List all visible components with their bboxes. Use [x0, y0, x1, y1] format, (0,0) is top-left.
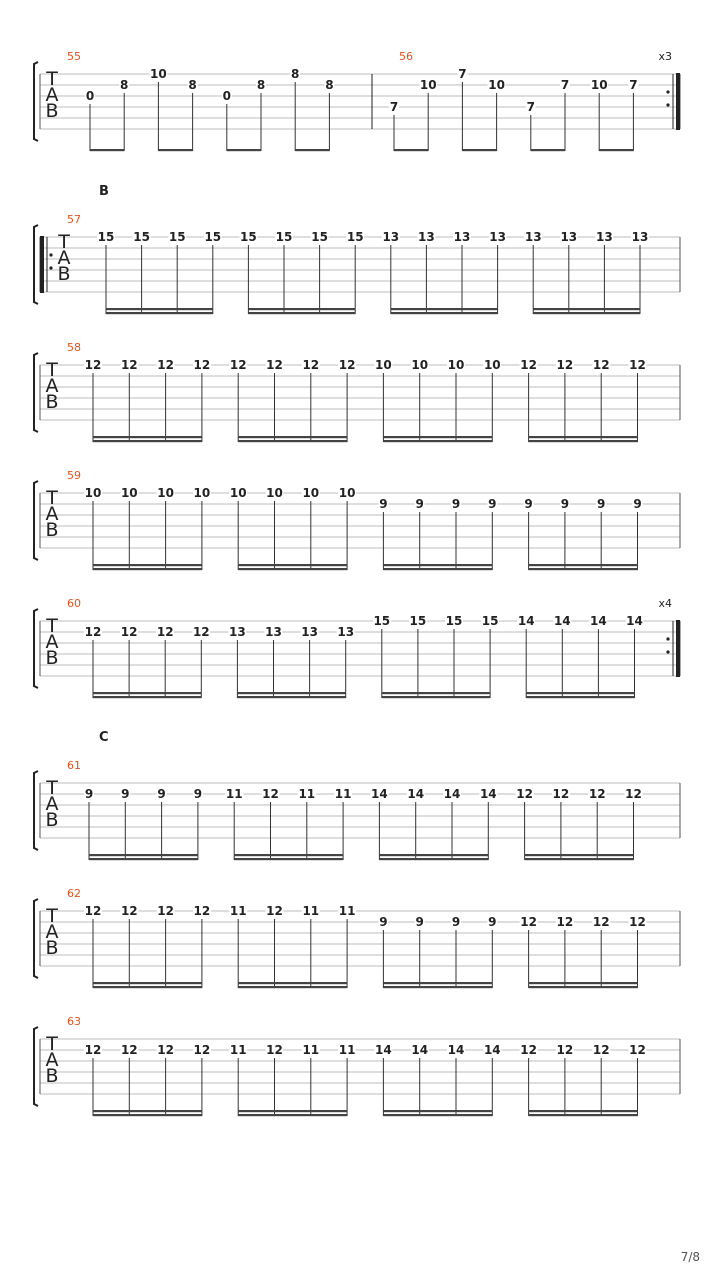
measure-number: 61 — [67, 759, 81, 772]
fret-number: 12 — [193, 358, 211, 372]
tab-clef-letter: B — [45, 519, 59, 541]
system-bracket — [34, 771, 38, 850]
fret-number: 14 — [447, 1043, 465, 1057]
fret-number: 11 — [302, 904, 320, 918]
fret-number: 15 — [168, 230, 186, 244]
measure-number: 57 — [67, 213, 81, 226]
repeat-dot — [666, 90, 669, 93]
tab-clef-letter: B — [45, 647, 59, 669]
fret-number: 10 — [229, 486, 247, 500]
fret-number: 10 — [120, 486, 138, 500]
fret-number: 0 — [85, 89, 95, 103]
fret-number: 14 — [590, 614, 607, 628]
fret-number: 12 — [588, 787, 606, 801]
beam — [238, 1114, 347, 1116]
beam — [382, 692, 490, 694]
beam — [394, 149, 428, 151]
fret-number: 11 — [338, 1043, 356, 1057]
fret-number: 10 — [150, 67, 167, 81]
fret-number: 12 — [556, 358, 574, 372]
repeat-count: x3 — [658, 50, 672, 63]
tab-clef-letter: T — [46, 905, 58, 927]
fret-number: 12 — [262, 787, 279, 801]
fret-number: 14 — [479, 787, 497, 801]
beam — [93, 1114, 202, 1116]
beam — [526, 696, 634, 698]
measure-number: 55 — [67, 50, 81, 63]
fret-number: 7 — [526, 100, 535, 114]
fret-number: 12 — [625, 787, 642, 801]
fret-number: 10 — [419, 78, 437, 92]
beam — [248, 312, 355, 314]
fret-number: 12 — [84, 358, 102, 372]
tab-clef-letter: B — [57, 263, 71, 285]
fret-number: 9 — [121, 787, 130, 801]
fret-number: 15 — [275, 230, 293, 244]
fret-number: 13 — [265, 625, 282, 639]
fret-number: 11 — [334, 787, 352, 801]
tab-clef-letter: T — [46, 1033, 58, 1055]
beam — [529, 986, 638, 988]
beam — [93, 982, 202, 984]
beam — [90, 149, 124, 151]
fret-number: 12 — [84, 625, 102, 639]
repeat-dot — [49, 253, 52, 256]
fret-number: 10 — [411, 358, 429, 372]
beam — [234, 858, 343, 860]
fret-number: 14 — [553, 614, 571, 628]
beam — [391, 312, 498, 314]
tab-clef-letter: T — [46, 68, 58, 90]
beam — [391, 308, 498, 310]
section-marker: B — [99, 184, 109, 199]
fret-number: 12 — [556, 1043, 574, 1057]
page-number-label: 7/8 — [680, 1250, 700, 1264]
tab-clef-letter: A — [45, 631, 59, 653]
fret-number: 11 — [298, 787, 316, 801]
tab-clef-letter: A — [45, 503, 59, 525]
fret-number: 7 — [560, 78, 570, 92]
beam — [158, 149, 192, 151]
beam — [529, 1110, 638, 1112]
beam — [383, 436, 492, 438]
fret-number: 15 — [346, 230, 364, 244]
fret-number: 14 — [483, 1043, 501, 1057]
tab-clef-letter: T — [46, 777, 58, 799]
fret-number: 12 — [120, 904, 138, 918]
measure-number: 63 — [67, 1015, 81, 1028]
fret-number: 9 — [451, 915, 461, 929]
tab-clef-letter: B — [45, 1065, 59, 1087]
fret-number: 13 — [337, 625, 355, 639]
fret-number: 7 — [458, 67, 467, 81]
beam — [383, 1114, 492, 1116]
beam — [238, 564, 347, 566]
tab-clef-letter: T — [46, 359, 58, 381]
fret-number: 10 — [375, 358, 392, 372]
fret-number: 12 — [516, 787, 533, 801]
tab-clef-letter: A — [45, 921, 59, 943]
fret-number: 12 — [629, 358, 646, 372]
tab-clef-letter: T — [58, 231, 70, 253]
fret-number: 12 — [157, 358, 174, 372]
fret-number: 15 — [445, 614, 463, 628]
fret-number: 14 — [411, 1043, 429, 1057]
fret-number: 14 — [443, 787, 461, 801]
measure-number: 58 — [67, 341, 81, 354]
fret-number: 12 — [592, 1043, 610, 1057]
beam — [93, 436, 202, 438]
fret-number: 10 — [266, 486, 283, 500]
fret-number: 12 — [120, 625, 138, 639]
fret-number: 12 — [266, 358, 283, 372]
fret-number: 15 — [204, 230, 222, 244]
fret-number: 11 — [229, 904, 247, 918]
beam — [383, 568, 492, 570]
fret-number: 15 — [133, 230, 150, 244]
fret-number: 12 — [84, 904, 102, 918]
beam — [531, 149, 565, 151]
system-bracket — [34, 1027, 38, 1106]
page-number — [640, 1250, 700, 1264]
fret-number: 13 — [524, 230, 542, 244]
fret-number: 10 — [447, 358, 465, 372]
repeat-dot — [49, 266, 52, 269]
beam — [462, 149, 496, 151]
measure-number: 62 — [67, 887, 81, 900]
fret-number: 13 — [418, 230, 435, 244]
system-bracket — [34, 481, 38, 560]
beam — [93, 692, 201, 694]
fret-number: 0 — [222, 89, 231, 103]
fret-number: 12 — [629, 915, 646, 929]
fret-number: 9 — [157, 787, 166, 801]
beam — [89, 854, 198, 856]
fret-number: 10 — [193, 486, 211, 500]
beam — [599, 149, 633, 151]
measure-number: 59 — [67, 469, 81, 482]
fret-number: 13 — [596, 230, 613, 244]
fret-number: 10 — [338, 486, 356, 500]
fret-number: 12 — [120, 1043, 138, 1057]
fret-number: 12 — [629, 1043, 646, 1057]
repeat-count: x4 — [658, 597, 672, 610]
fret-number: 8 — [120, 78, 129, 92]
fret-number: 9 — [524, 497, 533, 511]
beam — [238, 440, 347, 442]
fret-number: 12 — [556, 915, 574, 929]
fret-number: 12 — [338, 358, 356, 372]
fret-number: 9 — [488, 497, 497, 511]
fret-number: 8 — [256, 78, 266, 92]
fret-number: 12 — [520, 915, 537, 929]
fret-number: 11 — [302, 1043, 320, 1057]
fret-number: 12 — [266, 1043, 283, 1057]
fret-number: 11 — [225, 787, 243, 801]
fret-number: 12 — [157, 1043, 174, 1057]
fret-number: 15 — [311, 230, 328, 244]
fret-number: 10 — [483, 358, 501, 372]
fret-number: 9 — [560, 497, 570, 511]
beam — [227, 149, 261, 151]
fret-number: 10 — [84, 486, 102, 500]
beam — [533, 312, 640, 314]
beam — [93, 1110, 202, 1112]
beam — [106, 312, 213, 314]
fret-number: 14 — [407, 787, 425, 801]
tab-clef-letter: A — [45, 375, 59, 397]
fret-number: 8 — [188, 78, 197, 92]
measure-number: 56 — [399, 50, 413, 63]
fret-number: 12 — [592, 915, 610, 929]
tab-clef-letter: T — [46, 487, 58, 509]
fret-number: 12 — [266, 904, 283, 918]
fret-number: 9 — [84, 787, 94, 801]
system-bracket — [34, 225, 38, 304]
fret-number: 15 — [240, 230, 257, 244]
beam — [238, 986, 347, 988]
beam — [237, 692, 345, 694]
system-bracket — [34, 62, 38, 141]
fret-number: 12 — [84, 1043, 102, 1057]
tab-clef-letter: T — [46, 615, 58, 637]
fret-number: 12 — [192, 625, 210, 639]
fret-number: 12 — [157, 904, 174, 918]
fret-number: 12 — [229, 358, 247, 372]
fret-number: 15 — [373, 614, 391, 628]
fret-number: 10 — [157, 486, 174, 500]
fret-number: 12 — [302, 358, 320, 372]
system-bracket — [34, 609, 38, 688]
beam — [379, 858, 488, 860]
fret-number: 14 — [626, 614, 643, 628]
repeat-end-thick-bar — [676, 73, 680, 130]
beam — [238, 1110, 347, 1112]
fret-number: 15 — [409, 614, 427, 628]
tab-clef-letter: B — [45, 100, 59, 122]
repeat-dot — [666, 103, 669, 106]
repeat-dot — [666, 650, 669, 653]
beam — [238, 568, 347, 570]
beam — [525, 854, 634, 856]
fret-number: 9 — [451, 497, 461, 511]
beam — [526, 692, 634, 694]
measure-number: 60 — [67, 597, 81, 610]
fret-number: 14 — [371, 787, 388, 801]
fret-number: 14 — [375, 1043, 392, 1057]
fret-number: 12 — [520, 1043, 537, 1057]
fret-number: 7 — [389, 100, 399, 114]
beam — [93, 696, 201, 698]
fret-number: 10 — [302, 486, 320, 500]
fret-number: 9 — [488, 915, 497, 929]
tab-clef-letter: A — [45, 793, 59, 815]
fret-number: 15 — [481, 614, 499, 628]
beam — [234, 854, 343, 856]
fret-number: 11 — [229, 1043, 247, 1057]
beam — [525, 858, 634, 860]
fret-number: 15 — [97, 230, 115, 244]
fret-number: 13 — [301, 625, 318, 639]
fret-number: 8 — [291, 67, 300, 81]
fret-number: 8 — [325, 78, 334, 92]
fret-number: 12 — [193, 1043, 211, 1057]
beam — [238, 982, 347, 984]
fret-number: 12 — [520, 358, 537, 372]
fret-number: 12 — [592, 358, 610, 372]
beam — [529, 1114, 638, 1116]
beam — [248, 308, 355, 310]
fret-number: 10 — [590, 78, 608, 92]
beam — [106, 308, 213, 310]
repeat-dot — [666, 637, 669, 640]
repeat-end-thick-bar — [676, 620, 680, 677]
fret-number: 13 — [382, 230, 400, 244]
tab-clef-letter: A — [45, 1049, 59, 1071]
fret-number: 13 — [453, 230, 471, 244]
fret-number: 14 — [517, 614, 535, 628]
tab-clef-letter: A — [57, 247, 71, 269]
beam — [383, 982, 492, 984]
beam — [383, 986, 492, 988]
beam — [533, 308, 640, 310]
beam — [93, 440, 202, 442]
fret-number: 9 — [379, 497, 388, 511]
beam — [383, 1110, 492, 1112]
fret-number: 13 — [489, 230, 506, 244]
beam — [238, 436, 347, 438]
fret-number: 12 — [552, 787, 570, 801]
beam — [93, 564, 202, 566]
fret-number: 9 — [379, 915, 388, 929]
beam — [529, 440, 638, 442]
fret-number: 9 — [597, 497, 606, 511]
fret-number: 9 — [415, 497, 424, 511]
fret-number: 11 — [338, 904, 356, 918]
tab-clef-letter: B — [45, 937, 59, 959]
tab-clef-letter: A — [45, 84, 59, 106]
beam — [383, 564, 492, 566]
fret-number: 9 — [415, 915, 424, 929]
repeat-start-thick-bar — [40, 236, 44, 293]
beam — [382, 696, 490, 698]
beam — [383, 440, 492, 442]
tab-clef-letter: B — [45, 809, 59, 831]
beam — [295, 149, 329, 151]
beam — [379, 854, 488, 856]
fret-number: 7 — [629, 78, 638, 92]
fret-number: 10 — [488, 78, 505, 92]
beam — [529, 436, 638, 438]
fret-number: 12 — [193, 904, 211, 918]
fret-number: 13 — [631, 230, 649, 244]
beam — [93, 986, 202, 988]
beam — [529, 982, 638, 984]
beam — [529, 564, 638, 566]
system-bracket — [34, 353, 38, 432]
fret-number: 13 — [560, 230, 578, 244]
beam — [237, 696, 345, 698]
system-bracket — [34, 899, 38, 978]
fret-number: 9 — [193, 787, 203, 801]
fret-number: 12 — [120, 358, 138, 372]
beam — [529, 568, 638, 570]
beam — [89, 858, 198, 860]
section-marker: C — [99, 730, 109, 745]
fret-number: 12 — [156, 625, 174, 639]
beam — [93, 568, 202, 570]
fret-number: 9 — [633, 497, 642, 511]
fret-number: 13 — [229, 625, 246, 639]
tab-clef-letter: B — [45, 391, 59, 413]
